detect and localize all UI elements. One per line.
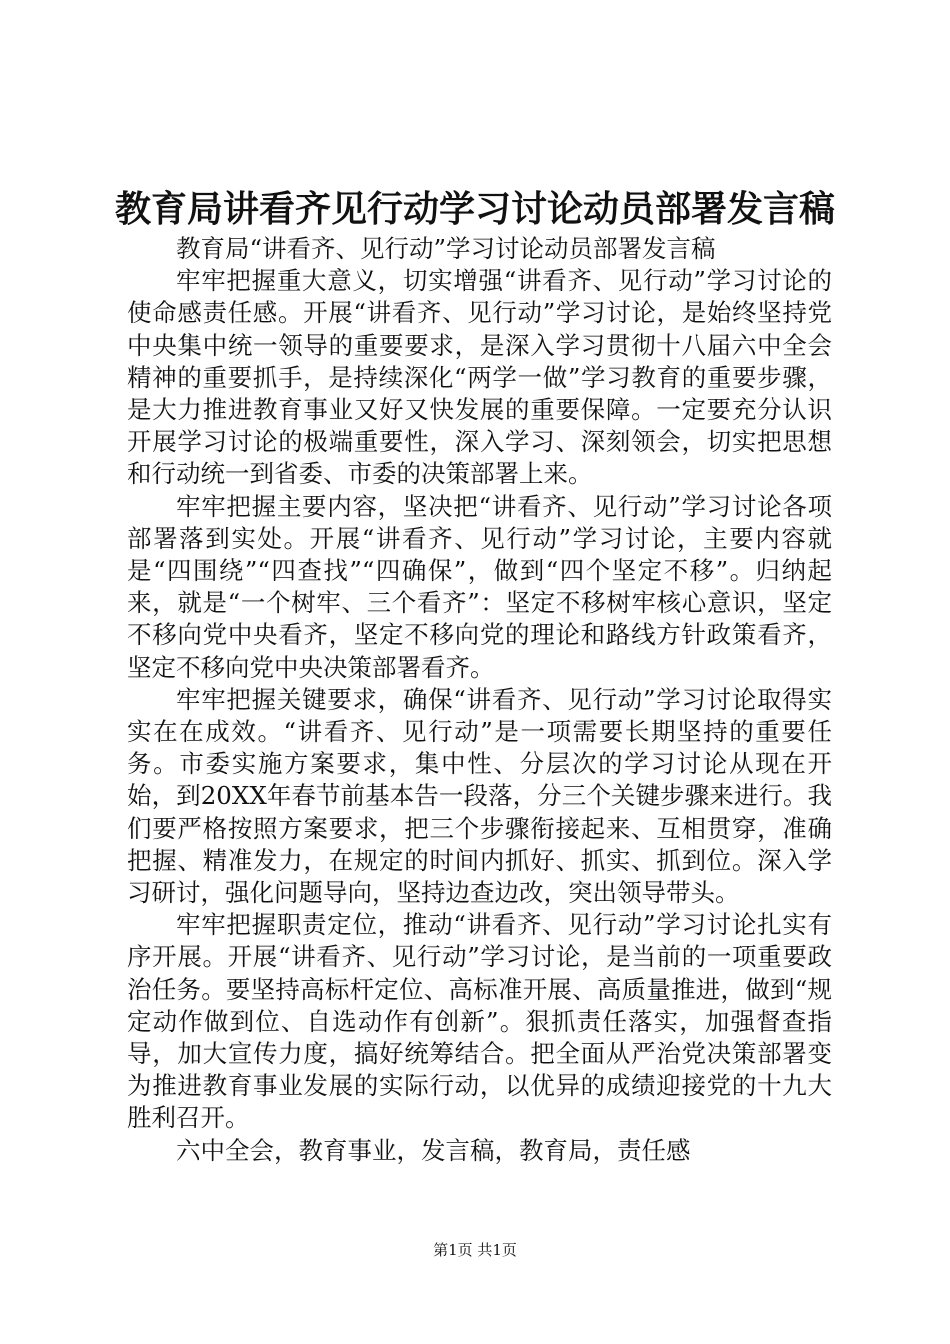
body-paragraph-2: 牢牢把握主要内容，坚决把“讲看齐、见行动”学习讨论各项部署落到实处。开展“讲看齐、见行动”学习讨论，主要内容就是“四围绕”“四查找”“四确保”，做到“四个坚定不移”。归纳起来，就是“一个树牢、三个看齐”：坚定不移树牢核心意识，坚定不移向党中央看齐，坚定不移向党的理论和路线方针政策看齐，坚定不移向党中央决策部署看齐。 (127, 491, 832, 682)
page-footer: 第1页 共1页 (433, 1241, 517, 1259)
body-paragraph-4: 牢牢把握职责定位，推动“讲看齐、见行动”学习讨论扎实有序开展。开展“讲看齐、见行动”学习讨论，是当前的一项重要政治任务。要坚持高标杆定位、高标准开展、高质量推进，做到“规定动作做到位、自选动作有创新”。狠抓责任落实，加强督查指导，加大宣传力度，搞好统筹结合。把全面从严治党决策部署变为推进教育事业发展的实际行动，以优异的成绩迎接党的十九大胜利召开。 (127, 910, 832, 1133)
document-title: 教育局讲看齐见行动学习讨论动员部署发言稿 (114, 189, 835, 230)
body-paragraph-1: 牢牢把握重大意义，切实增强“讲看齐、见行动”学习讨论的使命感责任感。开展“讲看齐、见行动”学习讨论，是始终坚持党中央集中统一领导的重要要求，是深入学习贯彻十八届六中全会精神的重要抓手，是持续深化“两学一做”学习教育的重要步骤，是大力推进教育事业又好又快发展的重要保障。一定要充分认识开展学习讨论的极端重要性，深入学习、深刻领会，切实把思想和行动统一到省委、市委的决策部署上来。 (127, 266, 832, 489)
document-body (127, 233, 832, 1167)
keywords-paragraph: 六中全会，教育事业，发言稿，教育局，责任感 (176, 1135, 691, 1165)
subtitle-paragraph: 教育局“讲看齐、见行动”学习讨论动员部署发言稿 (176, 234, 716, 263)
body-paragraph-3: 牢牢把握关键要求，确保“讲看齐、见行动”学习讨论取得实实在在成效。“讲看齐、见行动”是一项需要长期坚持的重要任务。市委实施方案要求，集中性、分层次的学习讨论从现在开始，到20XX年春节前基本告一段落，分三个关键步骤来进行。我们要严格按照方案要求，把三个步骤衔接起来、互相贯穿，准确把握、精准发力，在规定的时间内抓好、抓实、抓到位。深入学习研讨，强化问题导向，坚持边查边改，突出领导带头。 (127, 684, 832, 908)
